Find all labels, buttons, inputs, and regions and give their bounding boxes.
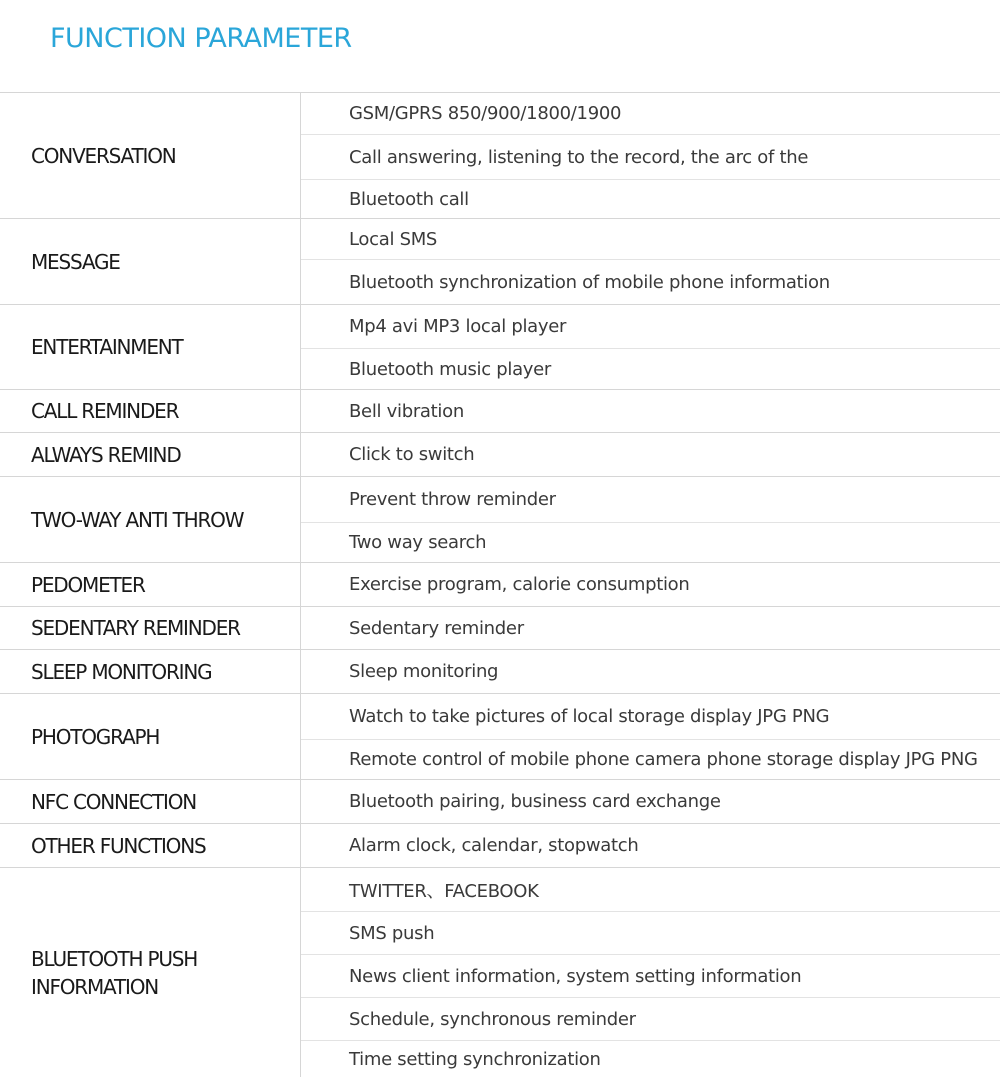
section-label-cell (0, 868, 301, 1077)
section-label: BLUETOOTH PUSH INFORMATION (31, 946, 198, 999)
section-label: SEDENTARY REMINDER (31, 616, 240, 640)
value-row (301, 390, 1000, 432)
spec-section (0, 606, 1000, 649)
section-label: PEDOMETER (31, 572, 145, 597)
value-row (301, 868, 1000, 911)
section-label: NFC CONNECTION (31, 789, 197, 814)
section-label: MESSAGE (31, 249, 120, 274)
value-row (301, 650, 1000, 693)
value-list (301, 650, 1000, 693)
value-text: Exercise program, calorie consumption (349, 574, 690, 595)
value-list (301, 390, 1000, 432)
spec-section (0, 218, 1000, 304)
value-row (301, 1040, 1000, 1077)
value-text: Two way search (349, 532, 487, 553)
value-row (301, 522, 1000, 562)
value-text: SMS push (349, 922, 435, 944)
section-label: OTHER FUNCTIONS (31, 833, 206, 858)
value-text: Click to switch (349, 444, 475, 465)
value-text: Sleep monitoring (349, 661, 499, 682)
value-row (301, 954, 1000, 997)
page-title: FUNCTION PARAMETER (50, 23, 352, 54)
value-text: Local SMS (349, 228, 438, 250)
value-row (301, 694, 1000, 739)
value-row (301, 739, 1000, 779)
value-text: Bluetooth music player (349, 358, 552, 380)
value-row (301, 824, 1000, 867)
value-text: TWITTER、FACEBOOK (349, 880, 539, 902)
spec-section (0, 562, 1000, 606)
value-list (301, 93, 1000, 218)
section-label-cell (0, 433, 301, 476)
value-row (301, 607, 1000, 649)
spec-section (0, 779, 1000, 823)
spec-section (0, 389, 1000, 432)
value-row (301, 93, 1000, 134)
section-label: CONVERSATION (31, 143, 176, 168)
section-label-cell (0, 93, 301, 218)
value-text: Schedule, synchronous reminder (349, 1008, 636, 1030)
section-label-cell (0, 694, 301, 779)
value-text: Bell vibration (349, 400, 464, 422)
section-label-cell (0, 477, 301, 562)
value-text: GSM/GPRS 850/900/1800/1900 (349, 103, 622, 124)
value-row (301, 134, 1000, 179)
value-text: Bluetooth pairing, business card exchange (349, 791, 721, 812)
value-row (301, 348, 1000, 389)
section-label: PHOTOGRAPH (31, 724, 160, 749)
section-label-cell (0, 390, 301, 432)
section-label: ENTERTAINMENT (31, 335, 183, 359)
value-text: Time setting synchronization (349, 1048, 601, 1070)
value-row (301, 477, 1000, 522)
value-list (301, 433, 1000, 476)
value-list (301, 607, 1000, 649)
value-text: Bluetooth synchronization of mobile phone information (349, 271, 830, 293)
value-text: Sedentary reminder (349, 617, 524, 639)
value-text: Call answering, listening to the record, the arc of the (349, 146, 809, 168)
value-list (301, 694, 1000, 779)
value-list (301, 824, 1000, 867)
value-text: Remote control of mobile phone camera phone storage display JPG PNG (349, 749, 978, 770)
spec-section (0, 693, 1000, 779)
section-label-cell (0, 824, 301, 867)
function-parameter-table (0, 92, 1000, 1077)
value-text: Prevent throw reminder (349, 489, 556, 510)
section-label: CALL REMINDER (31, 399, 179, 423)
value-text: News client information, system setting information (349, 965, 802, 987)
section-label-cell (0, 305, 301, 389)
spec-section (0, 92, 1000, 218)
section-label-cell (0, 219, 301, 304)
section-label: TWO-WAY ANTI THROW (31, 507, 244, 532)
value-row (301, 997, 1000, 1040)
value-row (301, 305, 1000, 348)
section-label-cell (0, 650, 301, 693)
value-row (301, 259, 1000, 304)
value-row (301, 219, 1000, 259)
spec-section (0, 649, 1000, 693)
section-label-cell (0, 607, 301, 649)
value-row (301, 780, 1000, 823)
value-list (301, 305, 1000, 389)
value-text: Watch to take pictures of local storage display JPG PNG (349, 706, 830, 727)
value-list (301, 477, 1000, 562)
value-list (301, 219, 1000, 304)
value-row (301, 911, 1000, 954)
section-label-cell (0, 780, 301, 823)
value-text: Mp4 avi MP3 local player (349, 316, 567, 337)
value-list (301, 868, 1000, 1077)
spec-section (0, 304, 1000, 389)
value-row (301, 433, 1000, 476)
spec-section (0, 476, 1000, 562)
section-label: SLEEP MONITORING (31, 659, 212, 684)
spec-section (0, 867, 1000, 1077)
value-text: Bluetooth call (349, 188, 469, 210)
section-label-cell (0, 563, 301, 606)
spec-section (0, 432, 1000, 476)
value-list (301, 563, 1000, 606)
spec-section (0, 823, 1000, 867)
value-text: Alarm clock, calendar, stopwatch (349, 835, 639, 856)
value-list (301, 780, 1000, 823)
section-label: ALWAYS REMIND (31, 442, 181, 467)
value-row (301, 563, 1000, 606)
value-row (301, 179, 1000, 218)
